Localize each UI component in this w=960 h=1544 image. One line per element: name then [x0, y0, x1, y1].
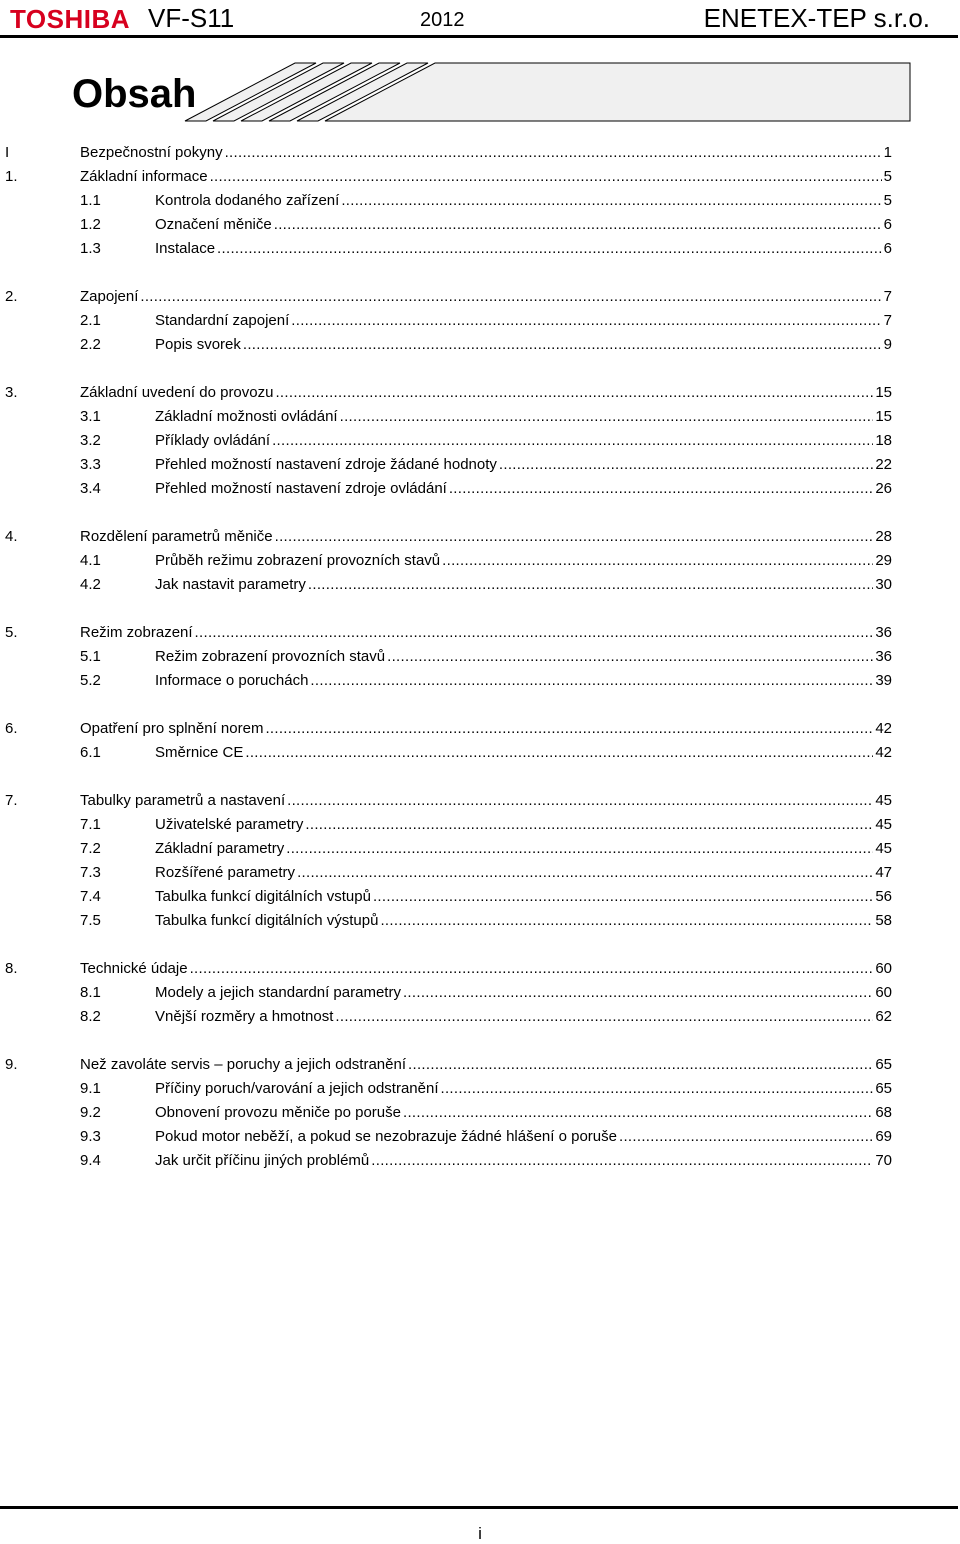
toc-leader-dots	[341, 190, 881, 212]
header-rule	[0, 35, 958, 38]
toc-label: Základní uvedení do provozu	[80, 384, 274, 401]
toc-label: Označení měniče	[155, 216, 272, 233]
year: 2012	[420, 9, 465, 31]
toc-leader-dots	[380, 910, 873, 932]
toc-page-number: 6	[883, 240, 892, 257]
toc-entry-line	[155, 574, 892, 596]
toc-entry-line	[155, 982, 892, 1004]
toc-page-number: 68	[875, 1104, 892, 1121]
toc-entry-line	[155, 670, 892, 692]
toc-label: Modely a jejich standardní parametry	[155, 984, 401, 1001]
toc-label: Tabulka funkcí digitálních výstupů	[155, 912, 379, 929]
toc-entry[interactable]	[0, 838, 900, 860]
toc-entry[interactable]	[0, 382, 900, 404]
toc-label: Bezpečnostní pokyny	[80, 144, 223, 161]
toc-entry-line	[155, 430, 892, 452]
toc-entry-line	[80, 718, 892, 740]
toc-entry-line	[80, 622, 892, 644]
toc-label: Rozšířené parametry	[155, 864, 296, 881]
toc-entry[interactable]	[0, 982, 900, 1004]
toc-label: Tabulka funkcí digitálních vstupů	[155, 888, 371, 905]
toc-entry-line	[155, 310, 892, 332]
toc-entry-line	[155, 838, 892, 860]
toc-entry[interactable]	[0, 550, 900, 572]
toc-entry-line	[155, 742, 892, 764]
toc-page-number: 36	[875, 648, 892, 665]
toc-leader-dots	[291, 310, 881, 332]
toc-entry-line	[155, 862, 892, 884]
toc-label: Technické údaje	[80, 960, 188, 977]
toc-leader-dots	[305, 814, 873, 836]
toc-number: 5.1	[80, 648, 101, 665]
toc-page-number: 9	[883, 336, 892, 353]
toc-leader-dots	[190, 958, 874, 980]
toc-label: Pokud motor neběží, a pokud se nezobrazuje žádné hlášení o poruše	[155, 1128, 617, 1145]
toc-page-number: 56	[875, 888, 892, 905]
toc-entry-line	[80, 166, 892, 188]
toc-number: 3.2	[80, 432, 101, 449]
toc-number: 9.	[5, 1056, 18, 1073]
toc-number: 7.5	[80, 912, 101, 929]
toc-page-number: 30	[875, 576, 892, 593]
toc-number: 9.3	[80, 1128, 101, 1145]
toc-leader-dots	[265, 718, 873, 740]
toc-number: 5.	[5, 624, 18, 641]
toc-label: Příčiny poruch/varování a jejich odstranění	[155, 1080, 439, 1097]
toc-page-number: 45	[875, 816, 892, 833]
toc-leader-dots	[499, 454, 873, 476]
toc-label: Základní parametry	[155, 840, 285, 857]
brand-logo: TOSHIBA	[10, 4, 131, 34]
toc-label: Režim zobrazení	[80, 624, 193, 641]
toc-entry-line	[155, 1126, 892, 1148]
toc-entry[interactable]	[0, 406, 900, 428]
toc-number: 8.1	[80, 984, 101, 1001]
toc-number: 5.2	[80, 672, 101, 689]
toc-label: Kontrola dodaného zařízení	[155, 192, 340, 209]
toc-page-number: 5	[883, 192, 892, 209]
toc-entry[interactable]	[0, 814, 900, 836]
toc-leader-dots	[275, 526, 874, 548]
toc-entry-line	[155, 886, 892, 908]
toc-entry[interactable]	[0, 1102, 900, 1124]
model-name: VF-S11	[148, 3, 235, 33]
toc-page-number: 28	[875, 528, 892, 545]
toc-leader-dots	[340, 406, 874, 428]
toc-entry-line	[155, 814, 892, 836]
toc-page-number: 22	[875, 456, 892, 473]
toc-page-number: 15	[875, 408, 892, 425]
toc-leader-dots	[274, 214, 882, 236]
toc-number: 7.3	[80, 864, 101, 881]
toc-page-number: 45	[875, 840, 892, 857]
toc-page-number: 36	[875, 624, 892, 641]
toc-entry-line	[155, 646, 892, 668]
toc-label: Jak nastavit parametry	[155, 576, 306, 593]
toc-leader-dots	[243, 334, 882, 356]
toc-entry-line	[155, 1150, 892, 1172]
toc-leader-dots	[449, 478, 873, 500]
toc-label: Popis svorek	[155, 336, 241, 353]
toc-label: Základní informace	[80, 168, 208, 185]
toc-number: 3.4	[80, 480, 101, 497]
toc-entry[interactable]	[0, 334, 900, 356]
toc-label: Uživatelské parametry	[155, 816, 304, 833]
toc-entry-line	[155, 238, 892, 260]
page-number: i	[478, 1524, 482, 1543]
toc-label: Směrnice CE	[155, 744, 244, 761]
toc-label: Obnovení provozu měniče po poruše	[155, 1104, 401, 1121]
banner-stripe	[325, 63, 910, 121]
toc-entry[interactable]	[0, 1150, 900, 1172]
toc-entry[interactable]	[0, 1006, 900, 1028]
toc-number: 8.	[5, 960, 18, 977]
toc-label: Příklady ovládání	[155, 432, 271, 449]
toc-page-number: 65	[875, 1056, 892, 1073]
toc-entry[interactable]	[0, 622, 900, 644]
toc-number: 7.4	[80, 888, 101, 905]
toc-entry-line	[155, 1078, 892, 1100]
toc-label: Zapojení	[80, 288, 139, 305]
toc-leader-dots	[403, 982, 873, 1004]
toc-page-number: 65	[875, 1080, 892, 1097]
toc-leader-dots	[287, 790, 873, 812]
toc-entry-line	[155, 454, 892, 476]
toc-number: 8.2	[80, 1008, 101, 1025]
toc-label: Instalace	[155, 240, 216, 257]
toc-page-number: 18	[875, 432, 892, 449]
toc-number: 1.	[5, 168, 18, 185]
toc-number: 3.1	[80, 408, 101, 425]
toc-number: 7.1	[80, 816, 101, 833]
toc-number: 6.1	[80, 744, 101, 761]
toc-entry[interactable]	[0, 238, 900, 260]
toc-entry[interactable]	[0, 670, 900, 692]
toc-entry-line	[80, 382, 892, 404]
toc-label: Rozdělení parametrů měniče	[80, 528, 273, 545]
toc-leader-dots	[286, 838, 873, 860]
toc-leader-dots	[408, 1054, 873, 1076]
toc-entry[interactable]	[0, 862, 900, 884]
toc-label: Tabulky parametrů a nastavení	[80, 792, 286, 809]
toc-leader-dots	[195, 622, 874, 644]
toc-entry-line	[155, 910, 892, 932]
toc-leader-dots	[217, 238, 882, 260]
toc-entry-line	[155, 550, 892, 572]
toc-page-number: 47	[875, 864, 892, 881]
toc-entry[interactable]	[0, 430, 900, 452]
toc-entry[interactable]	[0, 286, 900, 308]
toc-leader-dots	[387, 646, 873, 668]
toc-leader-dots	[619, 1126, 873, 1148]
toc-leader-dots	[371, 1150, 873, 1172]
toc-entry-line	[155, 1006, 892, 1028]
toc-page-number: 6	[883, 216, 892, 233]
toc-entry-line	[155, 334, 892, 356]
toc-page-number: 70	[875, 1152, 892, 1169]
toc-number: 4.1	[80, 552, 101, 569]
toc-entry[interactable]	[0, 910, 900, 932]
toc-page-number: 62	[875, 1008, 892, 1025]
toc-entry-line	[155, 1102, 892, 1124]
toc-entry[interactable]	[0, 886, 900, 908]
toc-page-number: 42	[875, 720, 892, 737]
toc-number: 7.	[5, 792, 18, 809]
toc-leader-dots	[335, 1006, 873, 1028]
toc-number: 4.2	[80, 576, 101, 593]
toc-entry[interactable]	[0, 478, 900, 500]
toc-number: 3.3	[80, 456, 101, 473]
toc-label: Průběh režimu zobrazení provozních stavů	[155, 552, 441, 569]
toc-number: 4.	[5, 528, 18, 545]
toc-page-number: 60	[875, 984, 892, 1001]
toc-page-number: 26	[875, 480, 892, 497]
footer-rule	[0, 1506, 958, 1509]
toc-entry[interactable]	[0, 142, 900, 164]
toc-label: Režim zobrazení provozních stavů	[155, 648, 386, 665]
toc-entry[interactable]	[0, 574, 900, 596]
toc-number: 1.2	[80, 216, 101, 233]
toc-page-number: 69	[875, 1128, 892, 1145]
toc-entry-line	[80, 526, 892, 548]
company-name: ENETEX-TEP s.r.o.	[703, 3, 930, 33]
toc-number: 2.2	[80, 336, 101, 353]
toc-page-number: 39	[875, 672, 892, 689]
toc-entry-line	[80, 958, 892, 980]
toc-leader-dots	[245, 742, 873, 764]
toc-label: Přehled možností nastavení zdroje ovládání	[155, 480, 447, 497]
toc-page-number: 1	[883, 144, 892, 161]
toc-page-number: 42	[875, 744, 892, 761]
toc-number: 9.1	[80, 1080, 101, 1097]
toc-number: 6.	[5, 720, 18, 737]
toc-page-number: 15	[875, 384, 892, 401]
toc-number: 7.2	[80, 840, 101, 857]
toc-leader-dots	[403, 1102, 873, 1124]
toc-leader-dots	[210, 166, 882, 188]
toc-entry[interactable]	[0, 718, 900, 740]
toc-label: Základní možnosti ovládání	[155, 408, 338, 425]
toc-leader-dots	[275, 382, 873, 404]
page-title: Obsah	[72, 72, 197, 116]
toc-page-number: 60	[875, 960, 892, 977]
toc-page-number: 45	[875, 792, 892, 809]
toc-number: 9.2	[80, 1104, 101, 1121]
toc-leader-dots	[140, 286, 881, 308]
toc-entry[interactable]	[0, 310, 900, 332]
toc-number: 9.4	[80, 1152, 101, 1169]
toc-entry-line	[80, 286, 892, 308]
toc-entry[interactable]	[0, 742, 900, 764]
toc-number: I	[5, 144, 10, 161]
toc-entry[interactable]	[0, 454, 900, 476]
toc-entry[interactable]	[0, 214, 900, 236]
toc-leader-dots	[373, 886, 873, 908]
toc-entry[interactable]	[0, 1078, 900, 1100]
toc-entry[interactable]	[0, 958, 900, 980]
toc-number: 2.	[5, 288, 18, 305]
toc-entry[interactable]	[0, 646, 900, 668]
toc-leader-dots	[225, 142, 882, 164]
toc-page-number: 58	[875, 912, 892, 929]
toc-entry-line	[80, 142, 892, 164]
toc-number: 2.1	[80, 312, 101, 329]
toc-label: Jak určit příčinu jiných problémů	[155, 1152, 370, 1169]
toc-entry-line	[155, 214, 892, 236]
toc-leader-dots	[310, 670, 873, 692]
toc-entry-line	[155, 190, 892, 212]
toc-page-number: 7	[883, 312, 892, 329]
toc-label: Informace o poruchách	[155, 672, 309, 689]
toc-entry-line	[155, 406, 892, 428]
toc-label: Standardní zapojení	[155, 312, 290, 329]
toc-entry[interactable]	[0, 166, 900, 188]
toc-label: Přehled možností nastavení zdroje žádané hodnoty	[155, 456, 497, 473]
toc-label: Vnější rozměry a hmotnost	[155, 1008, 334, 1025]
toc-entry[interactable]	[0, 1054, 900, 1076]
toc-page-number: 5	[883, 168, 892, 185]
toc-entry[interactable]	[0, 190, 900, 212]
toc-number: 1.3	[80, 240, 101, 257]
toc-label: Opatření pro splnění norem	[80, 720, 264, 737]
toc-entry-line	[80, 1054, 892, 1076]
toc-number: 1.1	[80, 192, 101, 209]
toc-number: 3.	[5, 384, 18, 401]
toc-page-number: 7	[883, 288, 892, 305]
toc-label: Než zavoláte servis – poruchy a jejich odstranění	[80, 1056, 407, 1073]
toc-leader-dots	[272, 430, 873, 452]
toc-leader-dots	[308, 574, 873, 596]
toc-entry-line	[155, 478, 892, 500]
toc-leader-dots	[440, 1078, 873, 1100]
toc-leader-dots	[297, 862, 873, 884]
toc-entry-line	[80, 790, 892, 812]
page-header	[0, 0, 960, 40]
toc-page-number: 29	[875, 552, 892, 569]
toc-entry[interactable]	[0, 1126, 900, 1148]
toc-leader-dots	[442, 550, 873, 572]
toc-entry[interactable]	[0, 526, 900, 548]
toc-entry[interactable]	[0, 790, 900, 812]
